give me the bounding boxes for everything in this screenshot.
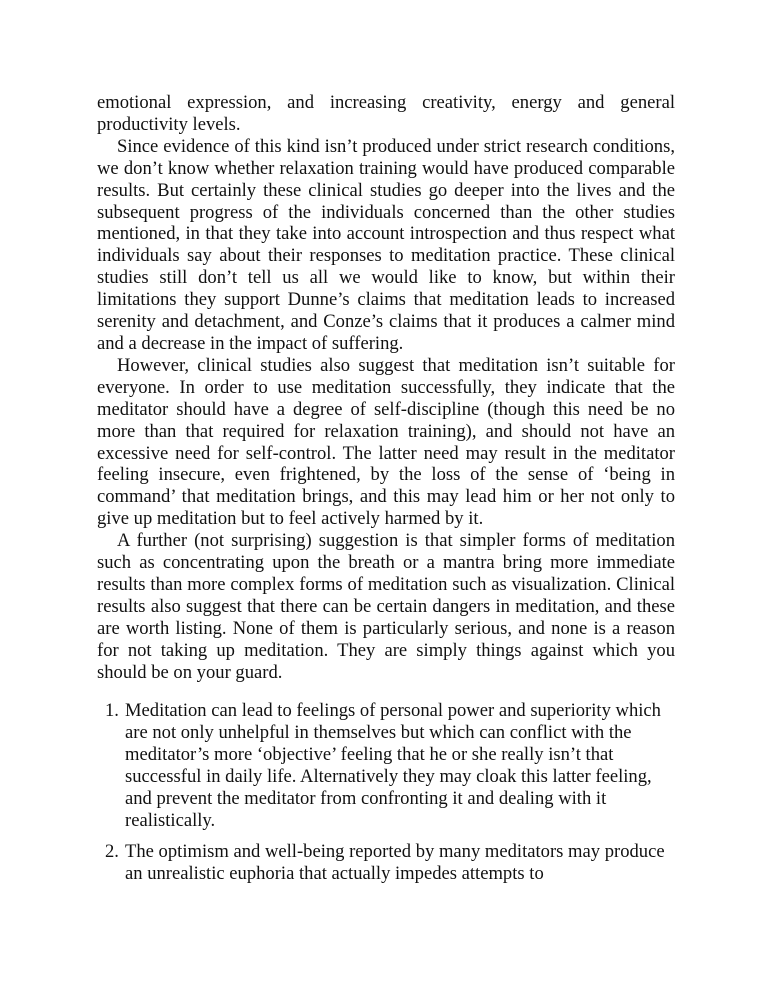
paragraph: A further (not surprising) suggestion is that simpler forms of meditation such as concentrating upon the breath or a mantra bring more immediate results than more complex forms of meditation such as visualization. Clinical results also suggest that there can be certain dangers in meditation, and these are worth listing. None of them is particularly serious, and none is a reason for not taking up meditation. They are simply things against which you should be on your guard. — [97, 530, 675, 683]
list-item — [97, 841, 675, 885]
list-item-number: 1. — [105, 700, 119, 722]
paragraph: However, clinical studies also suggest that meditation isn’t suitable for everyone. In order to use meditation successfully, they indicate that the meditator should have a degree of self-discipline (though this need be no more than that required for relaxation training), and should not have an excessive need for self-control. The latter need may result in the meditator feeling insecure, even frightened, by the loss of the sense of ‘being in command’ that meditation brings, and this may lead him or her not only to give up meditation but to feel actively harmed by it. — [97, 354, 675, 530]
list-item-text: The optimism and well-being reported by many meditators may produce an unrealistic euphoria that actually impedes attempts to — [125, 840, 665, 884]
numbered-list — [97, 700, 675, 884]
list-item-number: 2. — [105, 840, 119, 862]
paragraph-continuation: emotional expression, and increasing creativity, energy and general productivity levels. — [97, 92, 675, 135]
list-item-text: Meditation can lead to feelings of personal power and superiority which are not only unhelpful in themselves but which can conflict with the meditator’s more ‘objective’ feeling that he or she really isn’t that successful in daily life. Alternatively they may cloak this latter feeling, and prevent the meditator from confronting it and dealing with it realistically. — [125, 700, 661, 831]
document-page — [97, 92, 675, 894]
paragraph: Since evidence of this kind isn’t produced under strict research conditions, we don’t know whether relaxation training would have produced comparable results. But certainly these clinical studies go deeper into the lives and the subsequent progress of the individuals concerned than the other studies mentioned, in that they take into account introspection and thus respect what individuals say about their responses to meditation practice. These clinical studies still don’t tell us all we would like to know, but within their limitations they support Dunne’s claims that meditation leads to increased serenity and detachment, and Conze’s claims that it produces a calmer mind and a decrease in the impact of suffering. — [97, 135, 675, 354]
list-item — [97, 700, 675, 831]
